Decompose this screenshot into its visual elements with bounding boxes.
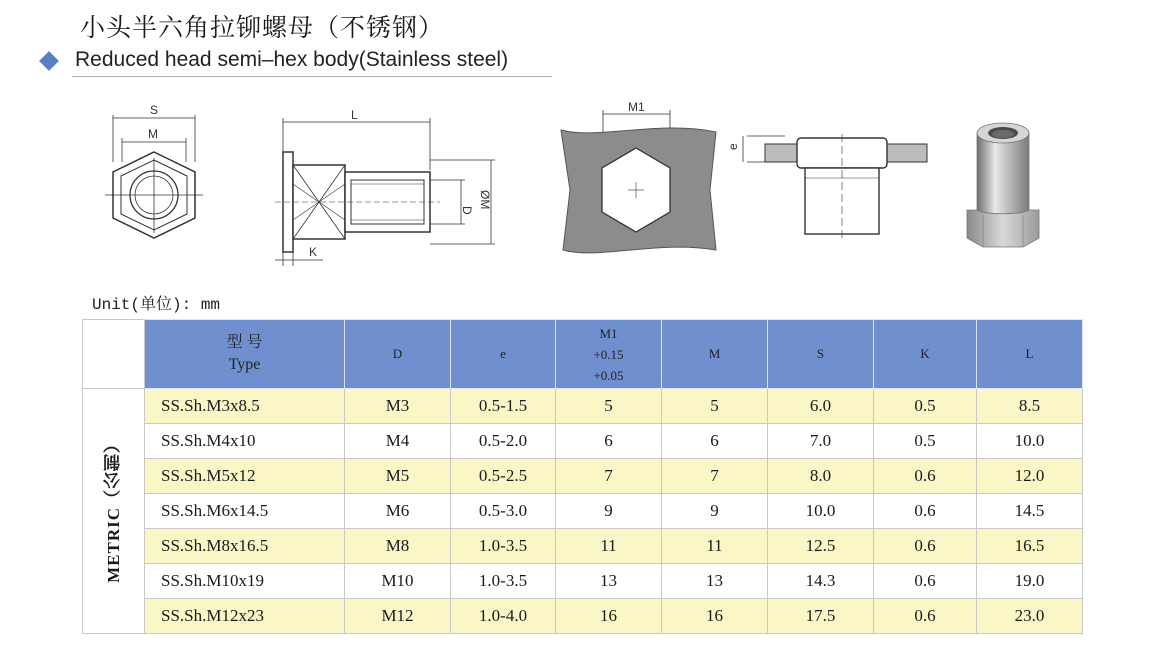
dim-label-e: e (726, 143, 740, 150)
title-underline (72, 76, 552, 77)
header-type-cn: 型 号 (226, 334, 263, 351)
cell-e: 1.0-3.5 (451, 529, 556, 564)
spec-table (82, 319, 1083, 634)
cell-d: M4 (345, 424, 451, 459)
cell-e: 0.5-2.0 (451, 424, 556, 459)
cell-d: M5 (345, 459, 451, 494)
header-m1-label: M1 (599, 325, 618, 341)
cell-m1: 11 (556, 529, 662, 564)
cell-d: M3 (345, 389, 451, 424)
nut-3d-render (955, 115, 1050, 255)
dim-label-s: S (150, 103, 159, 117)
cell-s: 12.5 (768, 529, 874, 564)
table-row (83, 459, 1083, 494)
diamond-bullet-icon (39, 51, 59, 71)
cell-type: SS.Sh.M3x8.5 (145, 389, 345, 424)
cell-k: 0.6 (874, 529, 977, 564)
cell-d: M6 (345, 494, 451, 529)
cell-l: 23.0 (977, 599, 1083, 634)
cell-e: 0.5-1.5 (451, 389, 556, 424)
cell-type: SS.Sh.M6x14.5 (145, 494, 345, 529)
cell-e: 1.0-3.5 (451, 564, 556, 599)
header-m1-tol-lower: +0.05 (593, 367, 624, 383)
page-title-en: Reduced head semi–hex body(Stainless steel) (75, 48, 509, 71)
cell-k: 0.6 (874, 564, 977, 599)
technical-drawings (0, 90, 1158, 280)
cell-d: M8 (345, 529, 451, 564)
front-view-drawing (95, 100, 215, 260)
cell-s: 8.0 (768, 459, 874, 494)
installed-section-drawing (725, 120, 935, 250)
cell-m: 5 (662, 389, 768, 424)
side-section-drawing (265, 110, 505, 270)
dim-label-k: K (309, 245, 318, 259)
cell-s: 17.5 (768, 599, 874, 634)
table-row (83, 389, 1083, 424)
header-s: S (768, 320, 874, 389)
dim-label-m1: M1 (628, 100, 645, 114)
cell-type: SS.Sh.M4x10 (145, 424, 345, 459)
cell-e: 0.5-2.5 (451, 459, 556, 494)
table-row (83, 494, 1083, 529)
cell-m: 13 (662, 564, 768, 599)
table-row (83, 424, 1083, 459)
cell-s: 6.0 (768, 389, 874, 424)
cell-s: 7.0 (768, 424, 874, 459)
cell-s: 10.0 (768, 494, 874, 529)
unit-label: Unit(单位): mm (92, 296, 221, 314)
cell-type: SS.Sh.M8x16.5 (145, 529, 345, 564)
cell-d: M10 (345, 564, 451, 599)
cell-l: 10.0 (977, 424, 1083, 459)
cell-m1: 6 (556, 424, 662, 459)
cell-m: 7 (662, 459, 768, 494)
header-type (145, 320, 345, 389)
table-row (83, 529, 1083, 564)
cell-s: 14.3 (768, 564, 874, 599)
cell-k: 0.6 (874, 459, 977, 494)
cell-m: 6 (662, 424, 768, 459)
cell-type: SS.Sh.M10x19 (145, 564, 345, 599)
cell-d: M12 (345, 599, 451, 634)
dim-label-l: L (351, 108, 358, 122)
cell-e: 1.0-4.0 (451, 599, 556, 634)
cell-m1: 5 (556, 389, 662, 424)
table-header-row (83, 320, 1083, 389)
cell-k: 0.6 (874, 494, 977, 529)
table-row (83, 564, 1083, 599)
cell-m: 9 (662, 494, 768, 529)
metric-side-label: METRIC（公制） (104, 434, 123, 583)
cell-l: 14.5 (977, 494, 1083, 529)
header-m: M (662, 320, 768, 389)
cell-l: 8.5 (977, 389, 1083, 424)
cell-l: 16.5 (977, 529, 1083, 564)
header-d: D (345, 320, 451, 389)
header-k: K (874, 320, 977, 389)
dim-label-m: M (148, 127, 158, 141)
dim-label-om: ØM (478, 190, 492, 210)
cell-m1: 9 (556, 494, 662, 529)
cell-m1: 13 (556, 564, 662, 599)
dim-label-d: D (460, 206, 474, 215)
cell-type: SS.Sh.M5x12 (145, 459, 345, 494)
header-m1 (556, 320, 662, 389)
header-m1-tol-upper: +0.15 (593, 346, 624, 362)
corner-cell (83, 320, 145, 389)
table-row (83, 599, 1083, 634)
metric-side-cell (83, 389, 145, 634)
cell-k: 0.5 (874, 389, 977, 424)
cell-type: SS.Sh.M12x23 (145, 599, 345, 634)
cell-l: 19.0 (977, 564, 1083, 599)
cell-l: 12.0 (977, 459, 1083, 494)
cell-e: 0.5-3.0 (451, 494, 556, 529)
cell-m: 16 (662, 599, 768, 634)
cell-m: 11 (662, 529, 768, 564)
cell-k: 0.6 (874, 599, 977, 634)
header-e: e (451, 320, 556, 389)
header-l: L (977, 320, 1083, 389)
cell-k: 0.5 (874, 424, 977, 459)
cell-m1: 16 (556, 599, 662, 634)
panel-hole-drawing (558, 100, 718, 260)
page-title-cn: 小头半六角拉铆螺母（不锈钢） (80, 13, 445, 42)
header-type-en: Type (228, 356, 261, 373)
cell-m1: 7 (556, 459, 662, 494)
